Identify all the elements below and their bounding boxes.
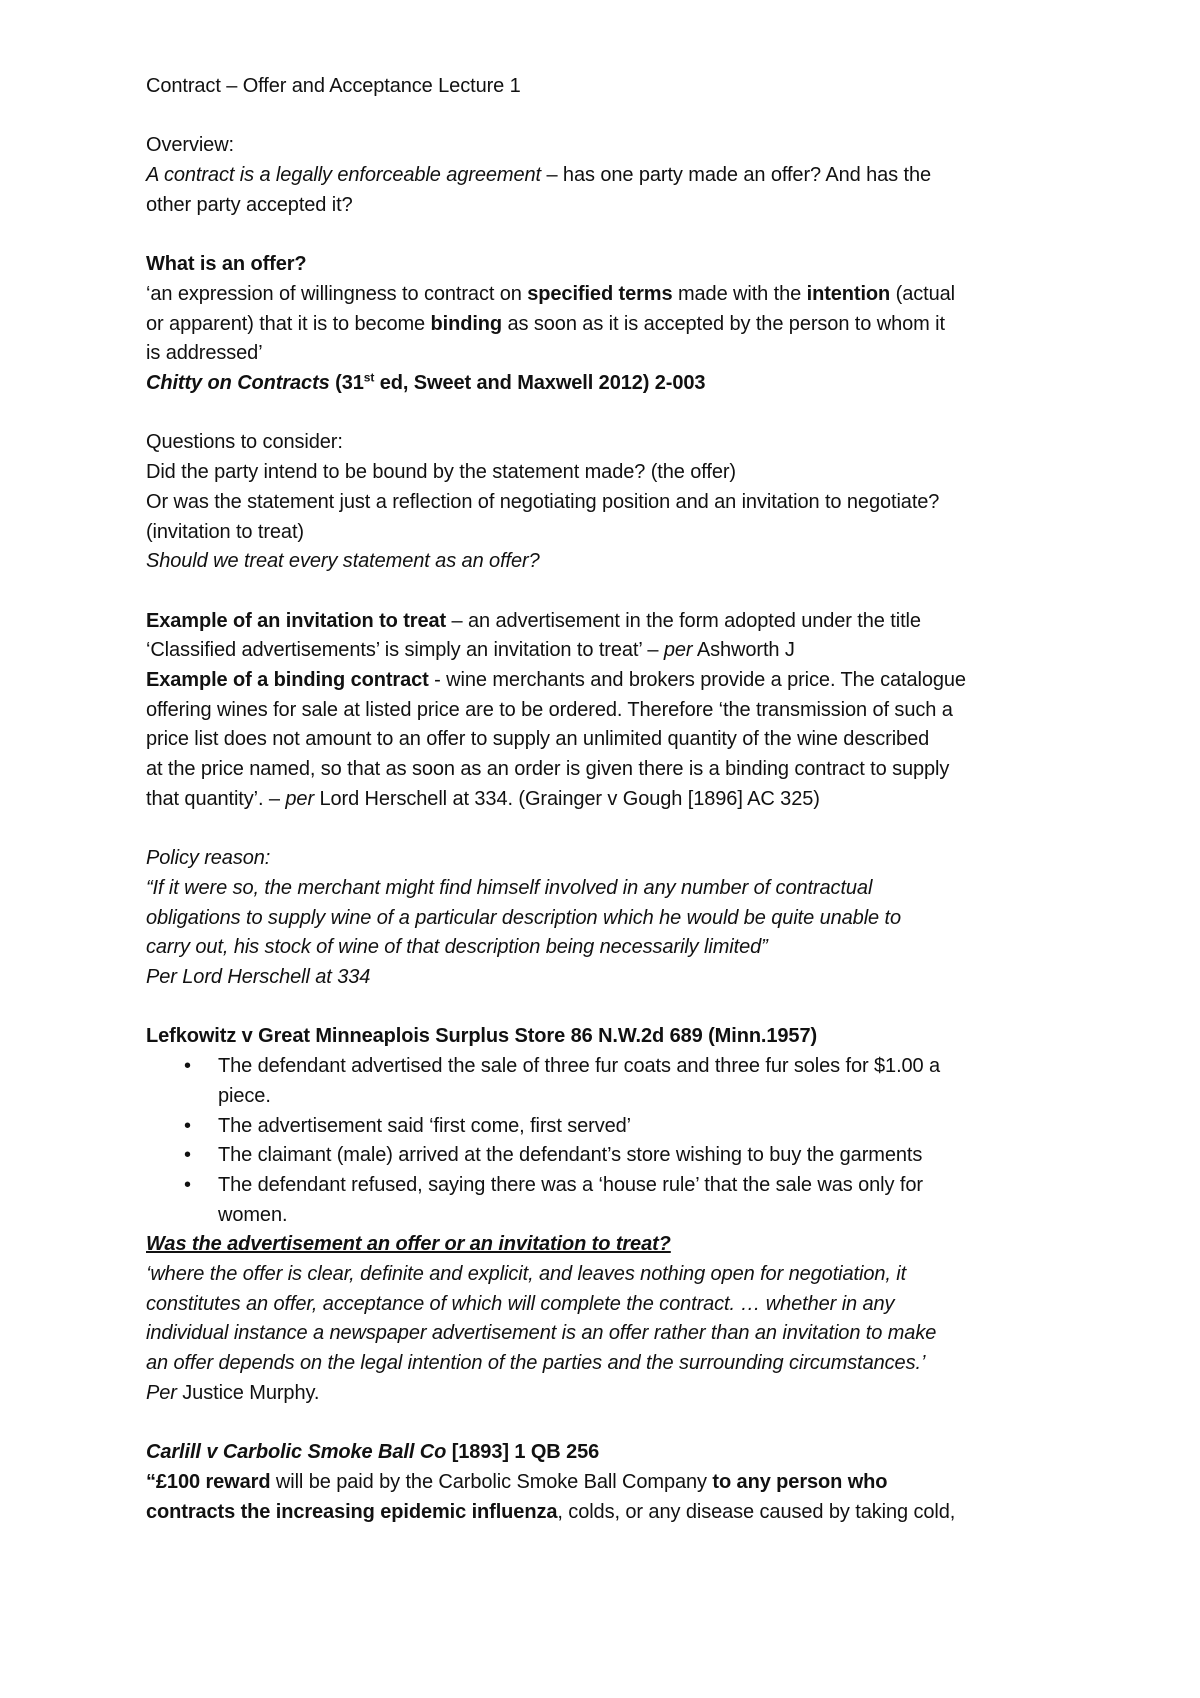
bold-term: Example of a binding contract: [146, 669, 429, 691]
question-line: (invitation to treat): [146, 520, 304, 543]
text-run: Ashworth J: [692, 639, 795, 662]
list-item: [184, 1141, 1080, 1171]
list-item-text: The advertisement said ‘first come, first served’: [218, 1114, 632, 1137]
list-item-text: women.: [218, 1203, 288, 1226]
example-binding-line: [146, 666, 1080, 696]
bullet-icon: •: [184, 1144, 191, 1167]
example-binding-line: offering wines for sale at listed price are to be ordered. Therefore ‘the transmission of such a: [146, 698, 953, 721]
lefkowitz-quote-line: ‘where the offer is clear, definite and explicit, and leaves nothing open for negotiation, it: [146, 1263, 907, 1286]
bold-term: “£100 reward: [146, 1470, 271, 1493]
lefkowitz-quote-line: individual instance a newspaper advertisement is an offer rather than an invitation to make: [146, 1322, 937, 1345]
text-run: that quantity’. –: [146, 787, 286, 810]
example-invitation-line: [146, 636, 1080, 666]
italic-per: Per: [146, 1381, 177, 1404]
question-line: Should we treat every statement as an offer?: [146, 550, 540, 573]
italic-per: per: [285, 787, 315, 810]
bold-term: Example of an invitation to treat: [146, 609, 447, 632]
list-item-text: The defendant refused, saying there was a ‘house rule’ that the sale was only for: [218, 1173, 923, 1196]
list-item: [184, 1112, 1080, 1142]
offer-heading: What is an offer?: [146, 253, 307, 276]
overview-line: [146, 161, 1080, 191]
text-run: will be paid by the Carbolic Smoke Ball Company: [270, 1470, 713, 1493]
lefkowitz-quote-line: constitutes an offer, acceptance of which will complete the contract. … whether in any: [146, 1292, 895, 1315]
overview-definition: A contract is a legally enforceable agreement: [146, 164, 541, 187]
text-run: – an advertisement in the form adopted under the title: [446, 609, 921, 632]
bold-term: specified terms: [527, 282, 673, 305]
question-line: Or was the statement just a reflection of negotiating position and an invitation to negotiate?: [146, 490, 940, 513]
overview-question: – has one party made an offer? And has the: [540, 164, 932, 187]
text-run: - wine merchants and brokers provide a price. The catalogue: [428, 669, 966, 691]
questions-heading: Questions to consider:: [146, 431, 343, 454]
lefkowitz-question: Was the advertisement an offer or an invitation to treat?: [146, 1233, 671, 1256]
list-item-text: piece.: [218, 1084, 271, 1107]
list-item-text: The claimant (male) arrived at the defendant’s store wishing to buy the garments: [218, 1144, 923, 1167]
carlill-heading: [146, 1438, 1080, 1468]
text-run: (actual: [890, 282, 955, 305]
lefkowitz-quote-line: an offer depends on the legal intention of the parties and the surrounding circumstances.’: [146, 1352, 926, 1375]
example-binding-line: price list does not amount to an offer to supply an unlimited quantity of the wine described: [146, 728, 930, 751]
example-binding-line: at the price named, so that as soon as an order is given there is a binding contract to supply: [146, 758, 950, 781]
text-run: ‘an expression of willingness to contract on: [146, 282, 528, 305]
example-invitation-line: [146, 607, 1080, 637]
text-run: Justice Murphy.: [176, 1381, 320, 1404]
offer-definition-line: [146, 310, 1080, 340]
citation-title: Chitty on Contracts: [146, 372, 330, 394]
text-run: (31: [329, 372, 364, 394]
text-run: made with the: [672, 282, 807, 305]
italic-per: per: [663, 639, 693, 662]
offer-citation: [146, 369, 1080, 399]
bullet-icon: •: [184, 1114, 191, 1137]
bullet-icon: •: [184, 1055, 191, 1078]
text-run: ed, Sweet and Maxwell 2012) 2-003: [374, 372, 706, 394]
text-run: , colds, or any disease caused by taking cold,: [557, 1500, 956, 1523]
question-line: Did the party intend to be bound by the statement made? (the offer): [146, 461, 736, 484]
text-run: ‘Classified advertisements’ is simply an invitation to treat’ –: [146, 639, 664, 662]
policy-quote-line: “If it were so, the merchant might find himself involved in any number of contractual: [146, 876, 873, 899]
policy-attribution: Per Lord Herschell at 334: [146, 966, 371, 989]
list-item: [184, 1171, 1080, 1230]
list-item-text: The defendant advertised the sale of three fur coats and three fur soles for $1.00 a: [218, 1055, 941, 1078]
bold-term: to any person who: [712, 1470, 888, 1493]
policy-quote-line: obligations to supply wine of a particular description which he would be quite unable to: [146, 906, 902, 929]
list-item: [184, 1052, 1080, 1111]
text-run: [1893] 1 QB 256: [446, 1441, 600, 1464]
lefkowitz-heading: Lefkowitz v Great Minneaplois Surplus Store 86 N.W.2d 689 (Minn.1957): [146, 1025, 818, 1048]
lefkowitz-bullet-list: [146, 1052, 1080, 1230]
offer-definition-line: is addressed’: [146, 342, 263, 365]
case-name: Carlill v Carbolic Smoke Ball Co: [146, 1441, 447, 1464]
superscript: st: [363, 370, 375, 385]
text-run: or apparent) that it is to become: [146, 312, 431, 335]
document-title: Contract – Offer and Acceptance Lecture 1: [146, 75, 521, 97]
text-run: as soon as it is accepted by the person to whom it: [502, 312, 945, 335]
overview-heading: Overview:: [146, 134, 235, 157]
carlill-quote-line: [146, 1498, 1080, 1528]
lefkowitz-attribution: [146, 1379, 1080, 1409]
policy-quote-line: carry out, his stock of wine of that description being necessarily limited”: [146, 936, 768, 959]
text-run: Lord Herschell at 334. (Grainger v Gough [1896] AC 325): [314, 787, 820, 810]
bold-term: contracts the increasing epidemic influenza: [146, 1500, 558, 1523]
bold-term: binding: [430, 312, 503, 335]
carlill-quote-line: [146, 1468, 1080, 1498]
example-binding-line: [146, 785, 1080, 815]
bold-term: intention: [806, 282, 891, 305]
bullet-icon: •: [184, 1173, 191, 1196]
offer-definition-line: [146, 280, 1080, 310]
overview-line: other party accepted it?: [146, 193, 353, 216]
policy-heading: Policy reason:: [146, 847, 271, 870]
